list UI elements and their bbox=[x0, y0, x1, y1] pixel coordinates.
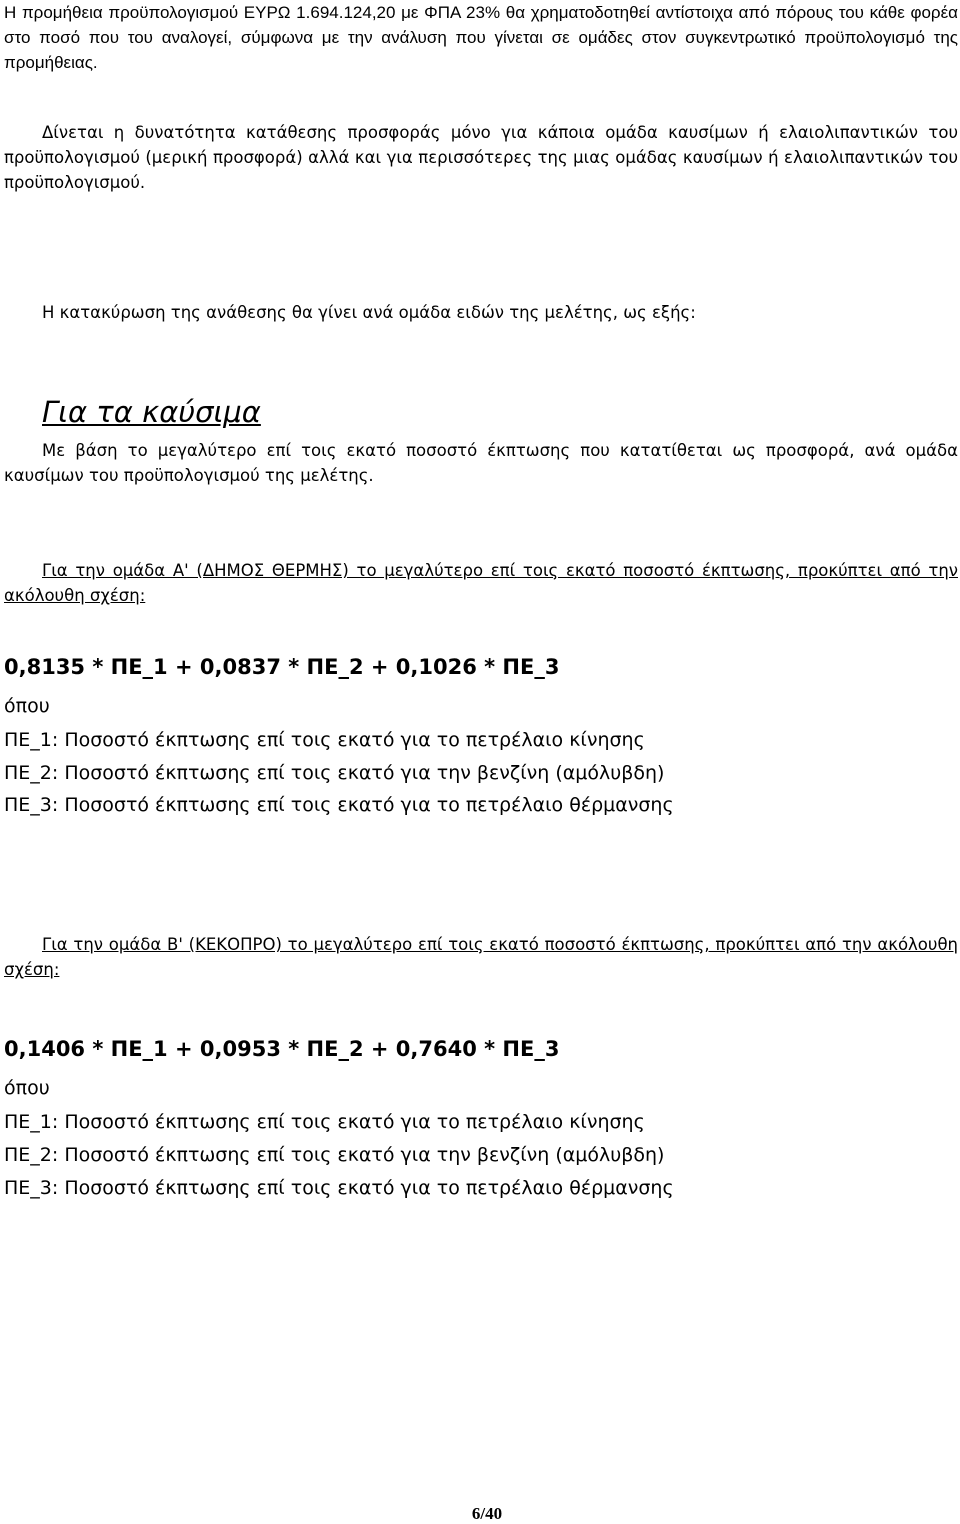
budget-paragraph: Η προμήθεια προϋπολογισμού ΕΥΡΩ 1.694.124,20 με ΦΠΑ 23% θα χρηματοδοτηθεί αντίστοιχα από πόρους του κάθε φορέα στο ποσό που του αναλογεί, σύμφωνα με την ανάλυση που γίνεται σε ομάδες στον συγκεντρωτικό προϋπολογισμό της προμήθειας. bbox=[4, 3, 958, 72]
group-b-formula: 0,1406 * ΠΕ_1 + 0,0953 * ΠΕ_2 + 0,7640 * ΠΕ_3 bbox=[4, 1037, 560, 1061]
fuel-section-intro: Με βάση το μεγαλύτερο επί τοις εκατό ποσοστό έκπτωσης που κατατίθεται ως προσφορά, ανά ομάδα καυσίμων του προϋπολογισμού της μελέτης. bbox=[4, 441, 958, 485]
group-a-formula: 0,8135 * ΠΕ_1 + 0,0837 * ΠΕ_2 + 0,1026 * ΠΕ_3 bbox=[4, 655, 560, 679]
page-number: 6/40 bbox=[471, 1504, 503, 1523]
group-a-definition-1: ΠΕ_1: Ποσοστό έκπτωσης επί τοις εκατό για το πετρέλαιο κίνησης bbox=[4, 729, 645, 751]
group-b-definition-2: ΠΕ_2: Ποσοστό έκπτωσης επί τοις εκατό για την βενζίνη (αμόλυβδη) bbox=[4, 1144, 665, 1166]
partial-offer-paragraph: Δίνεται η δυνατότητα κατάθεσης προσφοράς μόνο για κάποια ομάδα καυσίμων ή ελαιολιπαντικών του προϋπολογισμού (μερική προσφορά) αλλά και για περισσότερες της μιας ομάδας καυσίμων ή ελαιολιπαντικών του προϋπολογισμού. bbox=[4, 123, 958, 192]
group-b-definition-1: ΠΕ_1: Ποσοστό έκπτωσης επί τοις εκατό για το πετρέλαιο κίνησης bbox=[4, 1111, 645, 1133]
group-a-definition-2: ΠΕ_2: Ποσοστό έκπτωσης επί τοις εκατό για την βενζίνη (αμόλυβδη) bbox=[4, 762, 665, 784]
group-a-where: όπου bbox=[4, 695, 50, 717]
group-b-intro: Για την ομάδα Β' (ΚΕΚΟΠΡΟ) το μεγαλύτερο επί τοις εκατό ποσοστό έκπτωσης, προκύπτει από την ακόλουθη σχέση: bbox=[4, 935, 958, 979]
fuel-section-heading: Για τα καύσιμα bbox=[42, 395, 261, 429]
group-b-where: όπου bbox=[4, 1077, 50, 1099]
group-a-definition-3: ΠΕ_3: Ποσοστό έκπτωσης επί τοις εκατό για το πετρέλαιο θέρμανσης bbox=[4, 794, 674, 816]
group-b-definition-3: ΠΕ_3: Ποσοστό έκπτωσης επί τοις εκατό για το πετρέλαιο θέρμανσης bbox=[4, 1177, 674, 1199]
group-a-intro: Για την ομάδα Α' (ΔΗΜΟΣ ΘΕΡΜΗΣ) το μεγαλύτερο επί τοις εκατό ποσοστό έκπτωσης, προκύπτει από την ακόλουθη σχέση: bbox=[4, 561, 958, 605]
award-paragraph: Η κατακύρωση της ανάθεσης θα γίνει ανά ομάδα ειδών της μελέτης, ως εξής: bbox=[42, 303, 696, 322]
